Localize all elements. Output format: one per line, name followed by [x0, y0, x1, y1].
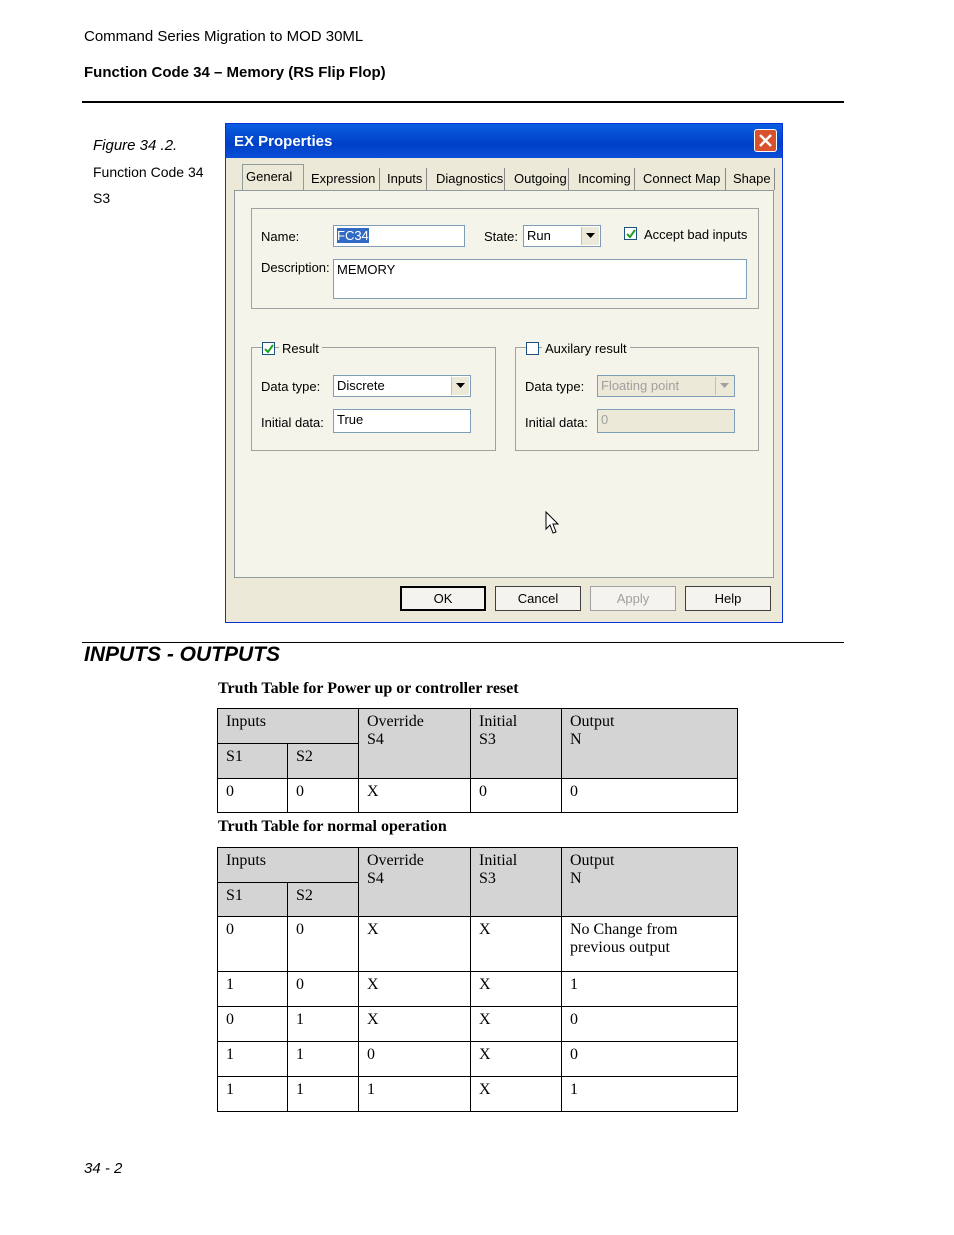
table-cell: 1 — [359, 1077, 471, 1112]
checkmark-icon — [264, 344, 274, 354]
table-cell: X — [359, 917, 471, 972]
table-header-inputs: Inputs — [218, 709, 359, 744]
table-cell: X — [359, 1007, 471, 1042]
state-label: State: — [484, 229, 518, 244]
table-cell: 1 — [288, 1042, 359, 1077]
table-row — [218, 779, 738, 813]
ex-properties-dialog — [225, 123, 783, 623]
tab-incoming[interactable]: Incoming — [575, 168, 635, 190]
result-data-type-select[interactable]: Discrete — [333, 375, 471, 397]
result-initial-input[interactable]: True — [333, 409, 471, 433]
table-cell: 0 — [562, 1007, 738, 1042]
figure-caption-line2: S3 — [93, 190, 111, 206]
aux-initial-input[interactable]: 0 — [597, 409, 735, 433]
tab-expression[interactable]: Expression — [308, 168, 380, 190]
table-row — [218, 1077, 738, 1112]
figure-caption — [93, 133, 204, 211]
table-cell: X — [359, 779, 471, 813]
result-label: Result — [279, 341, 322, 356]
checkmark-icon — [626, 229, 636, 239]
name-label: Name: — [261, 229, 300, 244]
table-cell: 0 — [218, 779, 288, 813]
description-input[interactable]: MEMORY — [333, 259, 747, 299]
accept-bad-inputs-label: Accept bad inputs — [644, 227, 748, 242]
table-cell: 0 — [288, 917, 359, 972]
table-cell: X — [471, 972, 562, 1007]
table-header-output: Output N — [562, 709, 738, 779]
table-header-s1: S1 — [218, 744, 288, 779]
aux-result-group — [515, 347, 759, 451]
name-input[interactable]: FC34 — [333, 225, 465, 247]
table-cell: No Change from previous output — [562, 917, 738, 972]
table-cell: 1 — [288, 1077, 359, 1112]
table-cell: 0 — [288, 972, 359, 1007]
dialog-title: EX Properties — [234, 133, 333, 150]
table-cell: 1 — [562, 1077, 738, 1112]
aux-result-checkbox[interactable] — [526, 342, 539, 355]
dialog-titlebar — [226, 124, 782, 158]
tab-connect-map[interactable]: Connect Map — [640, 168, 726, 190]
help-button[interactable]: Help — [685, 586, 771, 611]
table-cell: X — [359, 972, 471, 1007]
table-header-initial: Initial S3 — [471, 709, 562, 779]
table-cell: 0 — [471, 779, 562, 813]
page-number: 34 - 2 — [84, 1160, 123, 1177]
section-title: INPUTS - OUTPUTS — [84, 643, 281, 666]
table-cell: 0 — [359, 1042, 471, 1077]
table-header-s1: S1 — [218, 883, 288, 917]
table-cell: 0 — [288, 779, 359, 813]
truth-table-normal — [217, 847, 738, 1112]
tab-inputs[interactable]: Inputs — [384, 168, 427, 190]
tab-general[interactable]: General — [242, 164, 304, 192]
table1-title: Truth Table for Power up or controller reset — [218, 680, 519, 697]
general-tab-panel — [234, 190, 774, 578]
table-cell: X — [471, 1007, 562, 1042]
table-cell: 0 — [562, 1042, 738, 1077]
section-header: Function Code 34 – Memory (RS Flip Flop) — [84, 64, 386, 81]
close-button[interactable] — [754, 129, 777, 152]
aux-initial-label: Initial data: — [525, 415, 588, 430]
table-header-output: Output N — [562, 848, 738, 917]
running-header: Command Series Migration to MOD 30ML — [84, 28, 364, 45]
table-cell: 1 — [288, 1007, 359, 1042]
table-cell: X — [471, 1077, 562, 1112]
table-header-s2: S2 — [288, 883, 359, 917]
chevron-down-icon — [456, 383, 465, 389]
header-rule — [82, 101, 844, 103]
table-header-initial: Initial S3 — [471, 848, 562, 917]
table-cell: 1 — [218, 1077, 288, 1112]
result-checkbox[interactable] — [262, 342, 275, 355]
table-header-override: Override S4 — [359, 709, 471, 779]
table-cell: X — [471, 917, 562, 972]
table2-title: Truth Table for normal operation — [218, 818, 447, 835]
table-cell: 1 — [562, 972, 738, 1007]
truth-table-power-up — [217, 708, 738, 813]
close-icon — [759, 134, 772, 147]
aux-data-type-label: Data type: — [525, 379, 585, 394]
result-group — [251, 347, 496, 451]
description-label: Description: — [261, 260, 330, 275]
table-header-override: Override S4 — [359, 848, 471, 917]
aux-result-label: Auxilary result — [542, 341, 630, 356]
table-cell: 0 — [218, 917, 288, 972]
table-cell: 1 — [218, 1042, 288, 1077]
table-cell: X — [471, 1042, 562, 1077]
table-row — [218, 972, 738, 1007]
accept-bad-inputs-checkbox[interactable] — [624, 227, 637, 240]
aux-data-type-select[interactable]: Floating point — [597, 375, 735, 397]
state-select[interactable]: Run — [523, 225, 601, 247]
tab-shape[interactable]: Shape — [730, 168, 775, 190]
table-row — [218, 917, 738, 972]
table-header-s2: S2 — [288, 744, 359, 779]
chevron-down-icon — [586, 233, 595, 239]
chevron-down-icon — [720, 383, 729, 389]
table-cell: 0 — [218, 1007, 288, 1042]
figure-number: Figure 34 .2. — [93, 137, 178, 154]
apply-button[interactable]: Apply — [590, 586, 676, 611]
tab-diagnostics[interactable]: Diagnostics — [433, 168, 505, 190]
result-initial-label: Initial data: — [261, 415, 324, 430]
ok-button[interactable]: OK — [400, 586, 486, 611]
tab-outgoing[interactable]: Outgoing — [511, 168, 569, 190]
table-row — [218, 1007, 738, 1042]
cancel-button[interactable]: Cancel — [495, 586, 581, 611]
table-row — [218, 1042, 738, 1077]
result-data-type-label: Data type: — [261, 379, 321, 394]
mouse-cursor-icon — [545, 511, 561, 535]
table-cell: 1 — [218, 972, 288, 1007]
table-cell: 0 — [562, 779, 738, 813]
figure-caption-line1: Function Code 34 — [93, 164, 204, 180]
table-header-inputs: Inputs — [218, 848, 359, 883]
